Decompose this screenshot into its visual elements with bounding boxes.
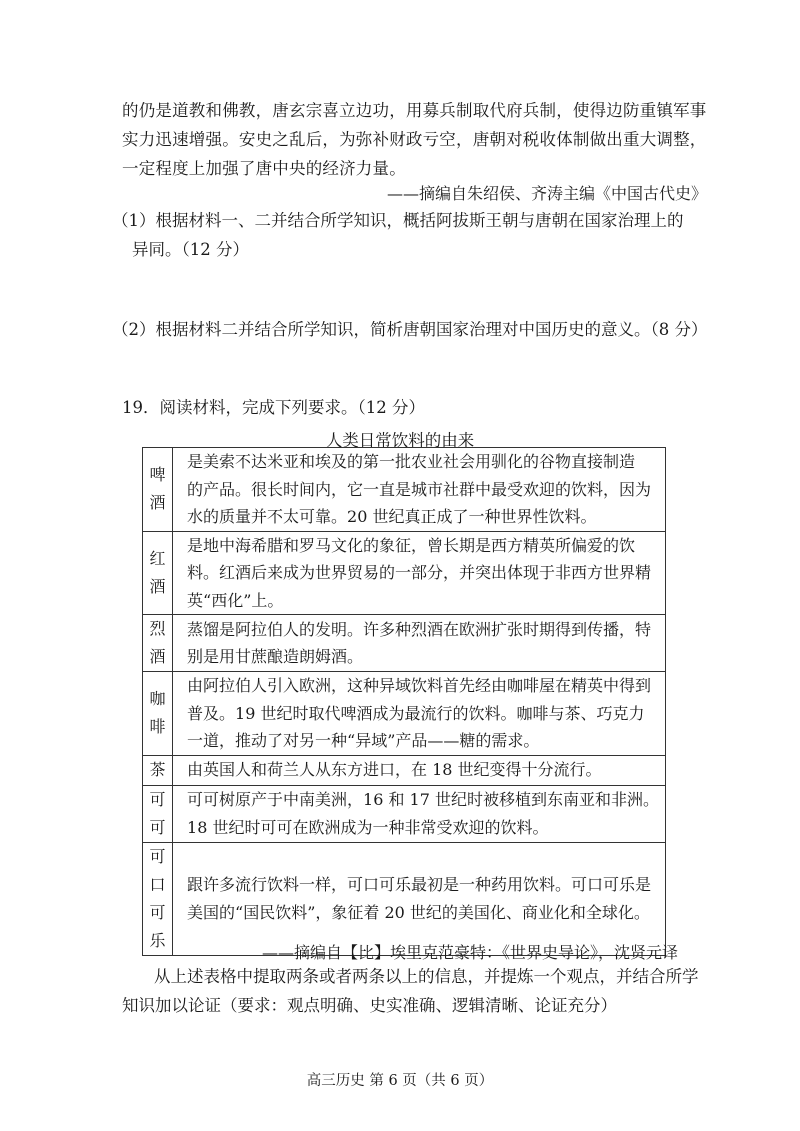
material-paragraph [122,96,707,183]
beverage-name-char: 红 [149,548,166,568]
description-line: 是美索不达米亚和埃及的第一批农业社会用驯化的谷物直接制造 [187,452,636,471]
description-line: 水的质量并不太可靠。20 世纪真正成了一种世界性饮料。 [187,507,597,526]
beverage-name-char: 口 [149,874,166,894]
description-line: 可可树原产于中南美洲，16 和 17 世纪时被移植到东南亚和非洲。 [187,790,659,809]
beverage-name [143,448,173,532]
beverage-name-char: 可 [149,846,166,866]
beverage-description [173,755,666,785]
description-line: 由阿拉伯人引入欧洲，这种异域饮料首先经由咖啡屋在精英中得到 [187,676,652,695]
description-line: 美国的“国民饮料”，象征着 20 世纪的美国化、商业化和全球化。 [187,902,650,922]
question-19-task [122,962,699,1020]
material-source: ——摘编自朱绍侯、齐涛主编《中国古代史》 [387,184,708,203]
table-row [143,531,666,615]
beverage-description [173,531,666,615]
description-line: 由英国人和荷兰人从东方进口，在 18 世纪变得十分流行。 [187,760,602,780]
beverage-description [173,842,666,955]
description-line: 是地中海希腊和罗马文化的象征，曾长期是西方精英所偏爱的饮 [187,535,636,555]
beverage-name-char: 啡 [149,717,166,737]
beverage-name [143,615,173,672]
beverage-name [143,842,173,955]
beverage-description [173,448,666,532]
description-line: 料。红酒后来成为世界贸易的一部分，并突出体现于非西方世界精 [187,563,652,582]
question-1-line: 异同。（12 分） [132,240,249,259]
beverage-description [173,615,666,672]
paragraph-line: 一定程度上加强了唐中央的经济力量。 [122,159,406,178]
beverage-name-char: 乐 [149,930,166,950]
table-row [143,842,666,955]
beverage-name-char: 可 [149,902,166,922]
task-line: 从上述表格中提取两条或者两条以上的信息，并提炼一个观点，并结合所学 [154,967,699,986]
table-source: ——摘编自【比】埃里克范豪特：《世界史导论》，沈贤元译 [262,943,679,962]
beverage-name-char: 可 [149,817,166,837]
description-line: 英“西化”上。 [187,590,284,610]
beverage-table [142,447,666,956]
question-1 [112,206,684,264]
paragraph-line: 的仍是道教和佛教，唐玄宗喜立边功，用募兵制取代府兵制，使得边防重镇军事 [122,101,707,120]
description-line: 别是用甘蔗酿造朗姆酒。 [187,647,364,666]
beverage-name-char: 咖 [149,689,166,709]
beverage-name-char: 酒 [149,493,166,513]
task-line: 知识加以论证（要求：观点明确、史实准确、逻辑清晰、论证充分） [122,996,617,1015]
question-19-heading: 19．阅读材料，完成下列要求。（12 分） [122,398,425,417]
table-title: 人类日常饮料的由来 [325,431,475,450]
description-line: 蒸馏是阿拉伯人的发明。许多种烈酒在欧洲扩张时期得到传播，特 [187,619,652,639]
table-row [143,448,666,532]
beverage-name-char: 酒 [149,647,166,666]
table-row [143,615,666,672]
beverage-name-char: 啤 [149,465,166,485]
description-line: 普及。19 世纪时取代啤酒成为最流行的饮料。咖啡与茶、巧克力 [187,703,645,723]
description-line: 18 世纪时可可在欧洲成为一种非常受欢迎的饮料。 [187,817,549,837]
table-row [143,672,666,756]
beverage-description [173,672,666,756]
beverage-name [143,755,173,785]
table-row [143,785,666,842]
paragraph-line: 实力迅速增强。安史之乱后，为弥补财政亏空，唐朝对税收体制做出重大调整， [122,130,707,149]
description-line: 一道，推动了对另一种“异域”产品——糖的需求。 [187,731,540,750]
question-1-line: （1）根据材料一、二并结合所学知识，概括阿拔斯王朝与唐朝在国家治理上的 [112,211,684,230]
beverage-description [173,785,666,842]
page-footer: 高三历史 第 6 页（共 6 页） [306,1073,494,1089]
beverage-name-char: 烈 [149,619,166,638]
description-line: 的产品。很长时间内，它一直是城市社群中最受欢迎的饮料，因为 [187,479,652,499]
table-row [143,755,666,785]
beverage-name-char: 酒 [149,576,166,596]
beverage-name [143,785,173,842]
description-line: 跟许多流行饮料一样，可口可乐最初是一种药用饮料。可口可乐是 [187,875,652,894]
beverage-name [143,672,173,756]
question-2: （2）根据材料二并结合所学知识，简析唐朝国家治理对中国历史的意义。（8 分） [112,320,708,339]
beverage-name [143,531,173,615]
beverage-name-char: 可 [149,789,166,809]
beverage-name-char: 茶 [149,760,166,779]
